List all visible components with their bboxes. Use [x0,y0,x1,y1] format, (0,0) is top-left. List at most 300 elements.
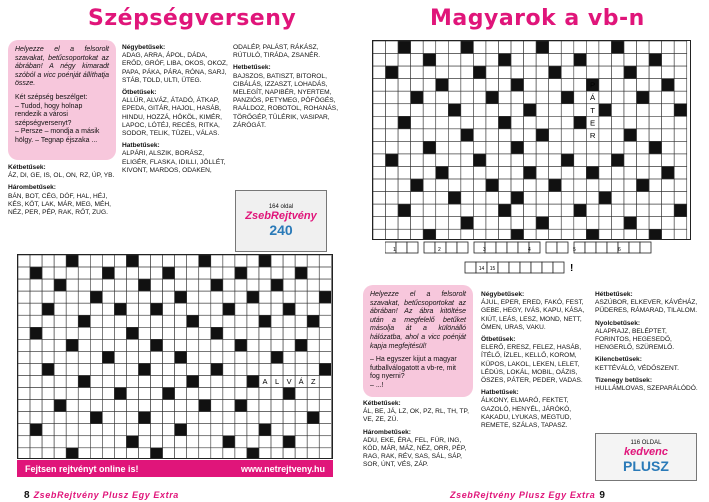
grid-cell [473,229,486,239]
grid-cell [283,327,295,339]
grid-cell [90,255,102,267]
solution-number: 3 [483,247,486,253]
grid-cell [674,54,687,67]
word-group-words: ÁJUL, EPER, ERED, FAKÓ, FEST, GEBE, HEGY, IVÁS, KAPU, KÁSA, KIÚT, LEÁS, LESZ, MOND, NETT, ÓMEN, URAS, VAKU. [481,299,585,331]
grid-cell [235,279,247,291]
grid-cell [18,291,30,303]
grid-cell [386,129,399,142]
black-cell [211,327,223,339]
grid-cell [549,154,562,167]
grid-cell [448,167,461,180]
grid-cell [235,412,247,424]
grid-cell [30,279,42,291]
black-cell [271,351,283,363]
grid-cell [295,315,307,327]
crossword-grid-svg [18,255,332,458]
solution-box [396,242,407,253]
grid-cell [114,255,126,267]
grid-cell [499,91,512,104]
grid-cell [18,448,30,458]
grid-cell [398,192,411,205]
black-cell [461,41,474,54]
grid-cell [66,388,78,400]
black-cell [511,79,524,92]
grid-cell [319,279,331,291]
grid-cell [649,116,662,129]
grid-cell [473,41,486,54]
grid-cell [524,179,537,192]
grid-cell [211,436,223,448]
filled-letter: Á [298,377,304,387]
grid-cell [114,279,126,291]
solution-box [509,262,520,273]
grid-cell [486,204,499,217]
filled-letter: R [589,130,596,140]
grid-cell [599,229,612,239]
grid-cell [259,279,271,291]
grid-cell [373,116,386,129]
word-group-words: ÁL, BE, JÁ, LZ, OK, PZ, RL, TH, TP, VE, ZE, ZÚ. [363,408,469,424]
grid-cell [524,141,537,154]
grid-cell [114,424,126,436]
grid-cell [223,376,235,388]
grid-cell [66,279,78,291]
grid-cell [386,179,399,192]
black-cell [436,167,449,180]
grid-cell [423,79,436,92]
word-list-b [122,44,228,175]
grid-cell [611,79,624,92]
logo-title: ZsebRejtvény [245,210,317,222]
grid-cell [30,436,42,448]
solution-box [457,242,468,253]
black-cell [259,424,271,436]
grid-cell [66,363,78,375]
grid-cell [561,179,574,192]
footer-brand: ZsebRejtvény Plusz Egy Extra [450,490,596,500]
black-cell [524,167,537,180]
grid-cell [561,192,574,205]
solution-box [640,242,651,253]
word-group-words: BÁN, BOT, CÉG, DÓF, HAL, HÉJ, KÉS, KÖT, LAK, MÁR, MEG, MÉH, NÉZ, PER, PÉP, RAK, RŐT, ZUG. [8,192,111,217]
grid-cell [235,424,247,436]
grid-cell [211,267,223,279]
grid-cell [611,66,624,79]
grid-cell [102,327,114,339]
grid-cell [78,291,90,303]
grid-cell [295,388,307,400]
black-cell [574,204,587,217]
grid-cell [54,315,66,327]
grid-cell [175,412,187,424]
grid-cell [599,217,612,230]
grid-cell [524,129,537,142]
crossword-grid[interactable] [17,254,333,459]
grid-cell [461,54,474,67]
grid-cell [524,91,537,104]
grid-cell [674,116,687,129]
grid-cell [611,192,624,205]
grid-cell [307,351,319,363]
grid-cell [18,255,30,267]
grid-cell [139,255,151,267]
grid-cell [54,291,66,303]
grid-cell [473,104,486,117]
grid-cell [624,104,637,117]
word-list-a [8,164,116,217]
grid-cell [139,436,151,448]
grid-cell [423,66,436,79]
grid-cell [499,129,512,142]
word-group-words: ALAPRAJZ, BELÉPTET, FORINTOS, HEGESEDŐ, HENGERLŐ, SZÜREMLŐ. [595,327,675,352]
grid-cell [175,315,187,327]
grid-cell [599,66,612,79]
joke-line: Két szépség beszélget: [15,93,88,101]
joke-line: – Ha egyszer kijut a magyar futballválogatott a vb-re, mit fog nyerni? [370,356,457,381]
grid-cell [511,217,524,230]
grid-cell [536,116,549,129]
grid-cell [126,339,138,351]
grid-cell [271,436,283,448]
grid-cell [235,303,247,315]
grid-cell [90,339,102,351]
online-banner [17,460,333,477]
grid-cell [90,351,102,363]
grid-cell [524,217,537,230]
grid-cell [549,217,562,230]
grid-cell [624,41,637,54]
grid-cell [295,327,307,339]
grid-cell [586,54,599,67]
grid-cell [637,116,650,129]
grid-cell [524,116,537,129]
grid-cell [126,363,138,375]
grid-cell [66,400,78,412]
grid-cell [187,436,199,448]
black-cell [259,315,271,327]
grid-cell [223,291,235,303]
solution-box [498,262,509,273]
black-cell [199,255,211,267]
grid-cell [139,291,151,303]
grid-cell [211,376,223,388]
solution-box [585,242,596,253]
grid-cell [637,54,650,67]
solution-number: 5 [573,247,576,253]
grid-cell [30,339,42,351]
grid-cell [586,192,599,205]
grid-cell [524,192,537,205]
grid-cell [102,448,114,458]
grid-cell [42,412,54,424]
grid-cell [611,104,624,117]
grid-cell [473,129,486,142]
grid-cell [536,54,549,67]
solution-box [607,242,618,253]
solution-network[interactable] [385,240,685,278]
grid-cell [187,267,199,279]
grid-cell [18,303,30,315]
black-cell [649,229,662,239]
grid-cell [674,167,687,180]
black-cell [211,363,223,375]
grid-cell [235,351,247,363]
black-cell [187,315,199,327]
grid-cell [473,167,486,180]
solution-box [542,262,553,273]
grid-cell [373,91,386,104]
grid-cell [66,412,78,424]
grid-cell [307,327,319,339]
grid-cell [536,179,549,192]
filled-letter: E [590,118,596,128]
grid-cell [486,129,499,142]
grid-cell [102,339,114,351]
black-cell [448,192,461,205]
grid-cell [486,41,499,54]
grid-cell [18,351,30,363]
grid-cell [223,424,235,436]
grid-cell [199,351,211,363]
grid-cell [524,66,537,79]
grid-cell [235,363,247,375]
crossword-grid[interactable] [372,40,691,240]
grid-cell [649,192,662,205]
black-cell [499,204,512,217]
grid-cell [448,41,461,54]
black-cell [461,129,474,142]
grid-cell [18,400,30,412]
grid-cell [611,229,624,239]
grid-cell [549,104,562,117]
grid-cell [30,400,42,412]
grid-cell [649,167,662,180]
solution-box [553,262,564,273]
grid-cell [536,167,549,180]
grid-cell [90,267,102,279]
grid-cell [561,66,574,79]
black-cell [30,327,42,339]
black-cell [54,400,66,412]
grid-cell [398,179,411,192]
grid-cell [271,303,283,315]
grid-cell [486,54,499,67]
black-cell [126,327,138,339]
black-cell [561,91,574,104]
black-cell [561,154,574,167]
grid-cell [549,229,562,239]
solution-network-svg [385,240,685,278]
black-cell [386,66,399,79]
grid-cell [307,400,319,412]
grid-cell [624,79,637,92]
grid-cell [42,376,54,388]
black-cell [271,279,283,291]
grid-cell [561,116,574,129]
grid-cell [211,315,223,327]
grid-cell [187,388,199,400]
grid-cell [574,179,587,192]
grid-cell [386,104,399,117]
grid-cell [386,229,399,239]
grid-cell [599,41,612,54]
grid-cell [307,291,319,303]
grid-cell [499,167,512,180]
grid-cell [511,54,524,67]
grid-cell [436,54,449,67]
grid-cell [398,217,411,230]
grid-cell [283,315,295,327]
banner-url[interactable]: www.netrejtveny.hu [240,463,325,474]
grid-cell [536,229,549,239]
grid-cell [151,424,163,436]
black-cell [423,229,436,239]
grid-cell [511,116,524,129]
grid-cell [637,79,650,92]
grid-cell [624,167,637,180]
grid-cell [319,339,331,351]
grid-cell [211,291,223,303]
logo-name: PLUSZ [623,458,669,474]
grid-cell [163,436,175,448]
grid-cell [54,339,66,351]
grid-cell [373,54,386,67]
grid-cell [235,327,247,339]
grid-cell [223,363,235,375]
grid-cell [486,229,499,239]
grid-cell [42,267,54,279]
grid-cell [114,291,126,303]
grid-cell [66,315,78,327]
grid-cell [611,141,624,154]
grid-cell [66,291,78,303]
grid-cell [163,412,175,424]
word-group-words: ASZÚBOR, ELKEVER, KÁVÉHÁZ, PÜDERES, RÁMARAD, TILALOM. [595,299,698,315]
right-page [355,0,709,502]
grid-cell [448,229,461,239]
grid-cell [319,303,331,315]
grid-cell [175,400,187,412]
black-cell [139,412,151,424]
grid-cell [18,424,30,436]
grid-cell [499,217,512,230]
grid-cell [126,400,138,412]
black-cell [283,436,295,448]
grid-cell [411,229,424,239]
grid-cell [574,217,587,230]
grid-cell [90,303,102,315]
grid-cell [536,91,549,104]
black-cell [223,303,235,315]
grid-cell [42,255,54,267]
grid-cell [373,217,386,230]
grid-cell [373,141,386,154]
grid-cell [599,141,612,154]
grid-cell [42,424,54,436]
grid-cell [223,315,235,327]
joke-line: – Tudod, hogy holnap rendezik a városi szépségversenyt? [15,102,83,127]
grid-cell [187,279,199,291]
joke-line: – ...! [370,381,384,389]
black-cell [536,41,549,54]
grid-cell [386,91,399,104]
grid-cell [151,279,163,291]
grid-cell [259,303,271,315]
grid-cell [163,315,175,327]
grid-cell [54,412,66,424]
grid-cell [295,291,307,303]
grid-cell [175,255,187,267]
grid-cell [295,412,307,424]
grid-cell [386,141,399,154]
grid-cell [549,204,562,217]
word-group-heading: Hatbetűsek: [481,389,519,397]
black-cell [247,376,259,388]
grid-cell [151,267,163,279]
solution-number: 2 [438,247,441,253]
grid-cell [126,351,138,363]
filled-letter: L [274,377,280,387]
black-cell [599,104,612,117]
grid-cell [283,351,295,363]
black-cell [599,192,612,205]
grid-cell [307,388,319,400]
grid-cell [175,267,187,279]
grid-cell [271,448,283,458]
black-cell [624,217,637,230]
instruction-text: Helyezze el a felsorolt szavakat, betűcsoportokat az ábrában! Az ábra kitöltése után a megfelelő betűket másolja át a különálló hálózatba, ahol a vicc poénját kapja megfejtésül! [370,291,466,350]
grid-cell [163,448,175,458]
kedvenc-plusz-logo [595,433,697,481]
instruction-box [8,40,116,160]
word-group-words: ADU, EKE, ÉRA, FEL, FÚR, ING, KÓD, MÁR, MÁZ, NÉZ, ORR, PÉP, RAG, RAK, RÉV, SAS, SÁL, SÁP, SOR, ÚNT, VÉS, ZÁP. [363,436,467,469]
grid-cell [549,167,562,180]
solution-number: 6 [618,247,621,253]
grid-cell [423,204,436,217]
grid-cell [163,400,175,412]
grid-cell [235,376,247,388]
grid-cell [499,66,512,79]
grid-cell [411,154,424,167]
grid-cell [423,41,436,54]
grid-cell [54,363,66,375]
grid-cell [18,363,30,375]
grid-cell [247,303,259,315]
grid-cell [223,255,235,267]
page-number: 9 [599,489,605,501]
black-cell [66,448,78,458]
grid-cell [586,179,599,192]
grid-cell [78,448,90,458]
grid-cell [637,141,650,154]
grid-cell [114,363,126,375]
grid-cell [102,279,114,291]
grid-cell [247,400,259,412]
grid-cell [66,424,78,436]
grid-cell [199,279,211,291]
grid-cell [90,376,102,388]
grid-cell [637,229,650,239]
grid-cell [307,448,319,458]
black-cell [66,339,78,351]
grid-cell [561,141,574,154]
black-cell [283,388,295,400]
grid-cell [42,291,54,303]
grid-cell [411,66,424,79]
grid-cell [649,104,662,117]
grid-cell [411,192,424,205]
grid-cell [398,129,411,142]
